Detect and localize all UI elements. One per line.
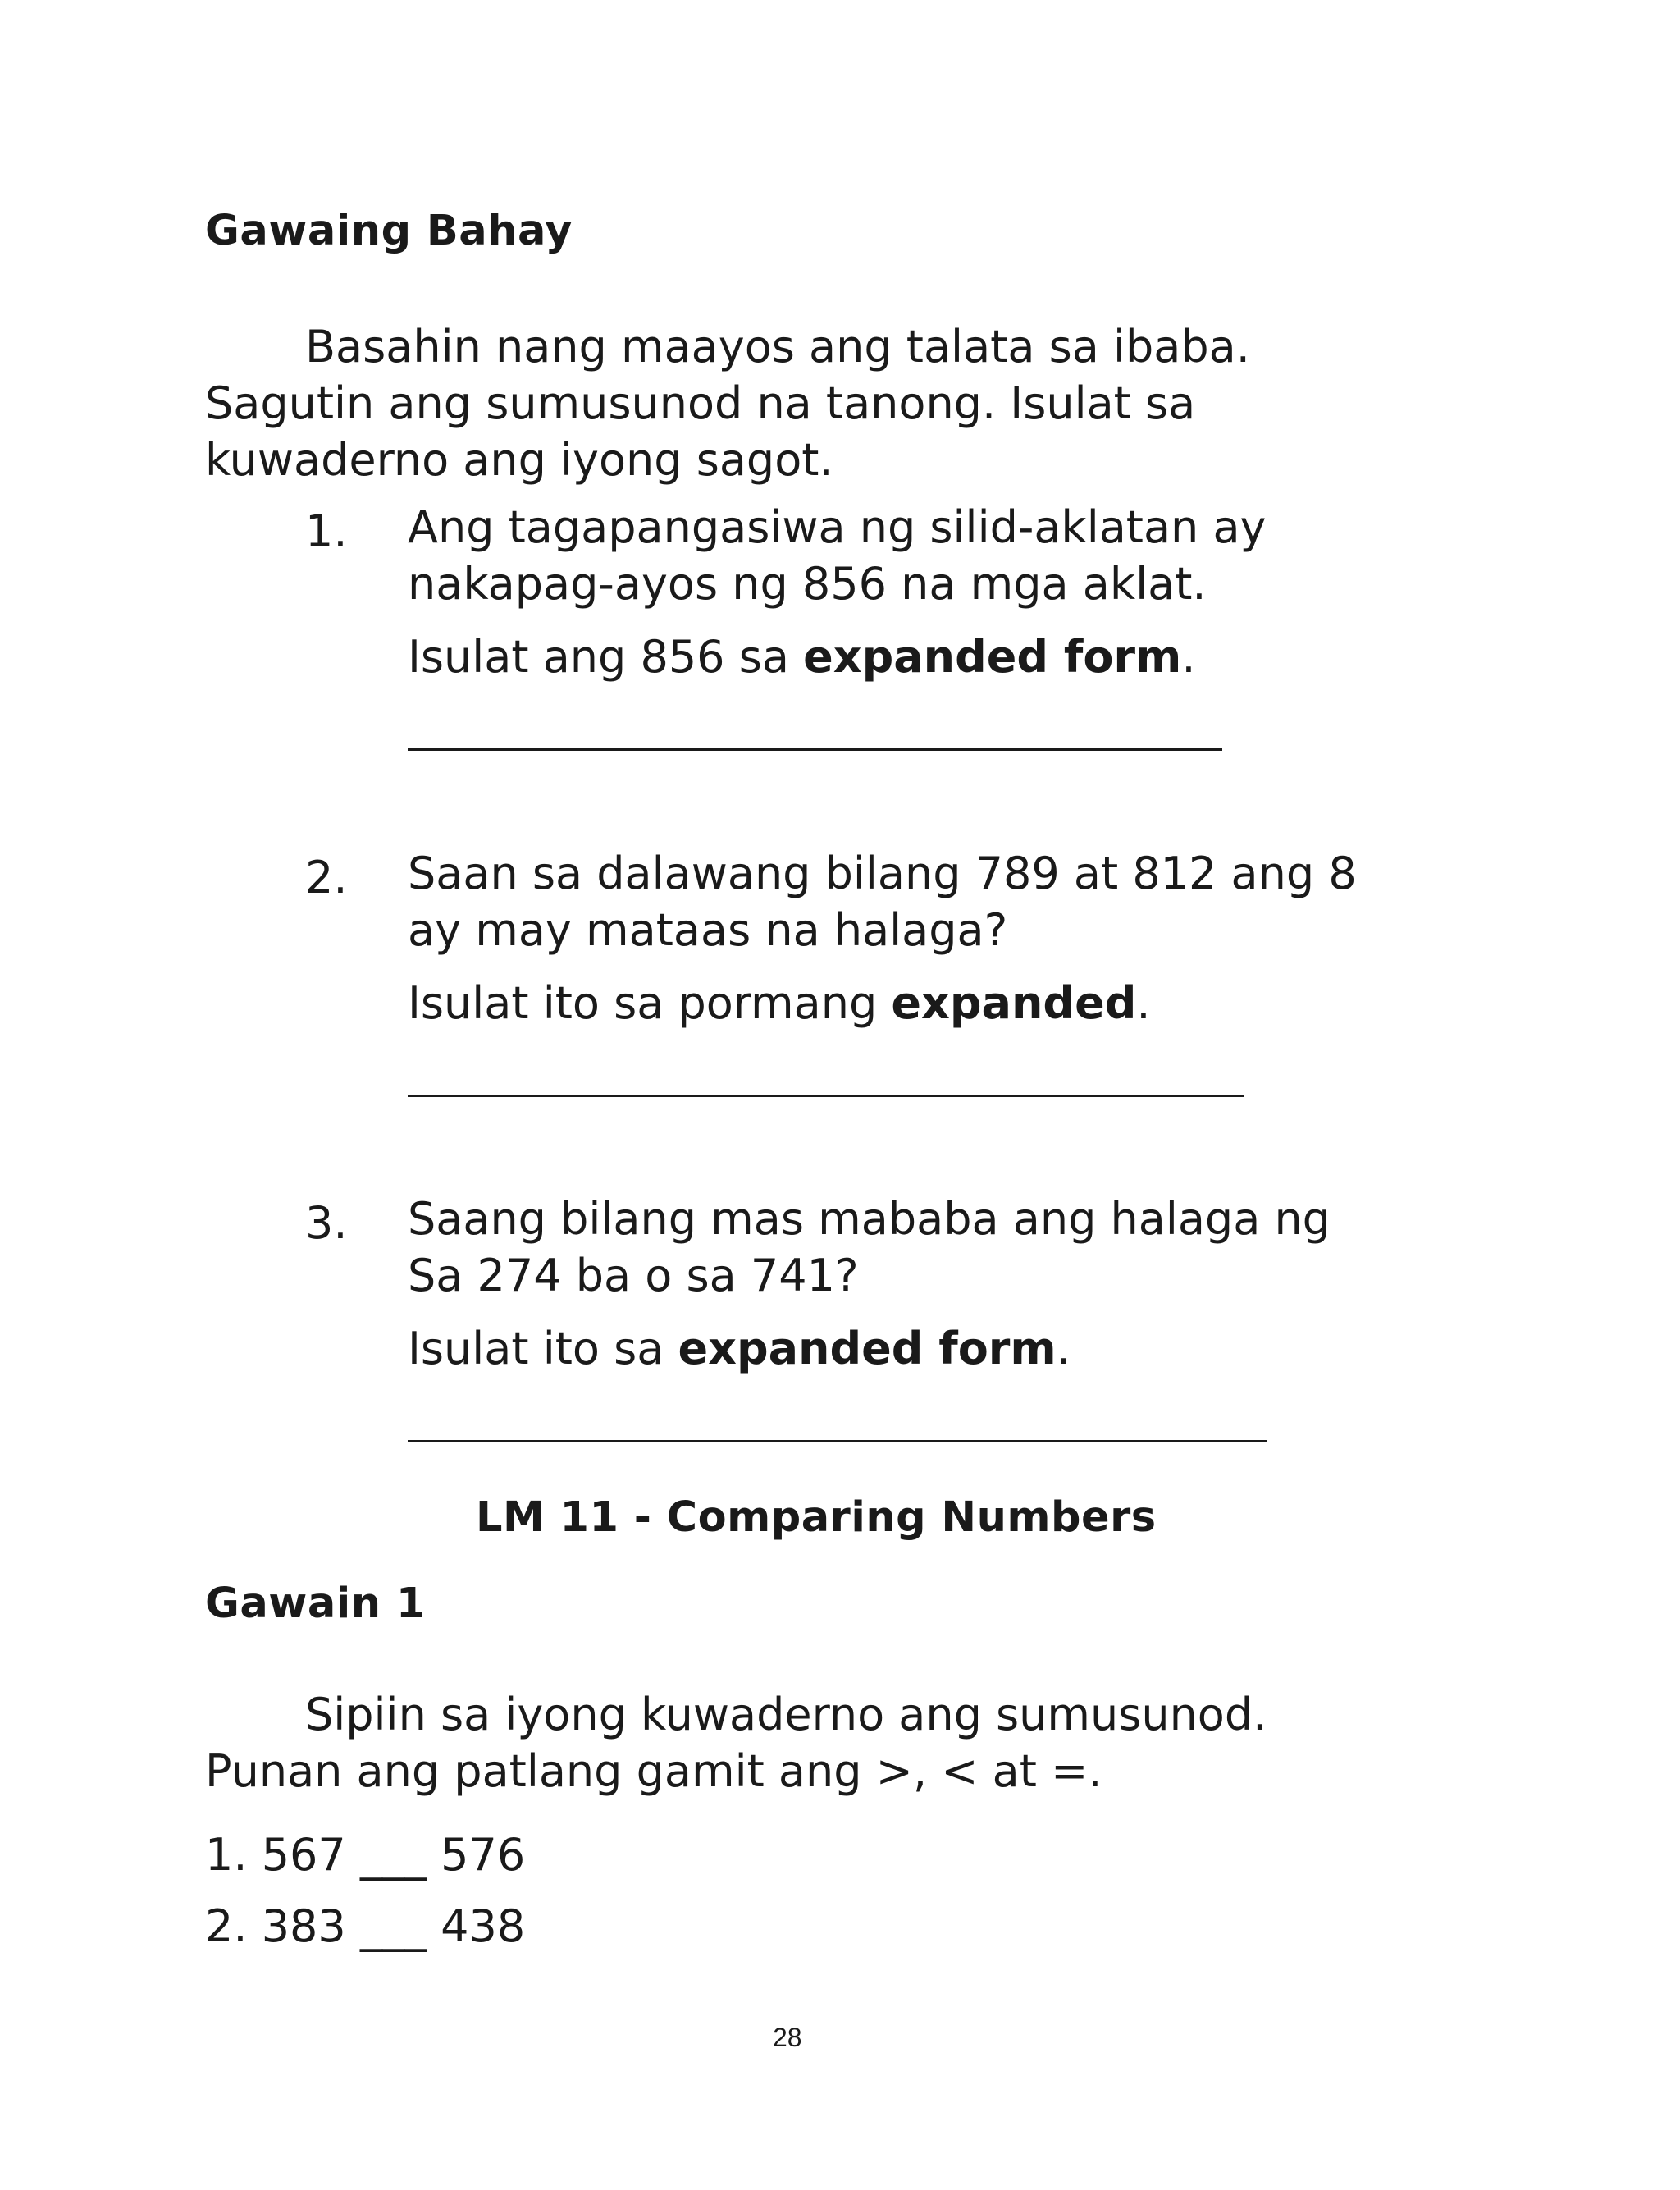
section-title-gawain-1: Gawain 1 — [205, 1580, 426, 1628]
item-2-number: 2. — [305, 852, 348, 903]
item-2-instruction-text: Isulat ito sa pormang — [408, 977, 892, 1029]
item-1-number: 1. — [305, 505, 348, 557]
item-1-instruction-end: . — [1181, 631, 1196, 683]
answer-line-1[interactable] — [408, 748, 1222, 751]
intro-line-3: kuwaderno ang iyong sagot. — [205, 434, 833, 486]
comparison-left-value: 383 — [261, 1900, 346, 1952]
lesson-heading: LM 11 - Comparing Numbers — [476, 1493, 1157, 1542]
comparison-item — [205, 1827, 525, 1883]
item-3-instruction-end: . — [1056, 1323, 1071, 1374]
comparison-left-value: 567 — [261, 1829, 346, 1881]
comparison-item-number: 2. — [205, 1900, 248, 1952]
comparison-blank[interactable]: ___ — [359, 1829, 427, 1881]
item-1-instruction-bold: expanded form — [803, 631, 1182, 683]
gawain-intro-line-1: Sipiin sa iyong kuwaderno ang sumusunod. — [305, 1689, 1267, 1740]
item-3-instruction-bold: expanded form — [678, 1323, 1057, 1374]
gawain-intro-line-2: Punan ang patlang gamit ang >, < at =. — [205, 1745, 1102, 1797]
item-2-instruction-bold: expanded — [891, 977, 1137, 1029]
item-3-instruction — [408, 1320, 1071, 1377]
item-2-line-2: ay may mataas na halaga? — [408, 904, 1008, 956]
comparison-item-number: 1. — [205, 1829, 248, 1881]
item-1-instruction — [408, 629, 1196, 685]
comparison-item — [205, 1898, 525, 1955]
comparison-blank[interactable]: ___ — [359, 1900, 427, 1952]
comparison-right-value: 438 — [441, 1900, 526, 1952]
item-1-instruction-text: Isulat ang 856 sa — [408, 631, 804, 683]
page-number: 28 — [773, 2023, 802, 2052]
item-1-line-2: nakapag-ayos ng 856 na mga aklat. — [408, 558, 1207, 610]
section-title-gawaing-bahay: Gawaing Bahay — [205, 207, 573, 255]
item-2-instruction — [408, 975, 1151, 1031]
answer-line-2[interactable] — [408, 1095, 1244, 1097]
item-2-instruction-end: . — [1136, 977, 1151, 1029]
item-3-instruction-text: Isulat ito sa — [408, 1323, 678, 1374]
intro-line-1: Basahin nang maayos ang talata sa ibaba. — [305, 321, 1250, 373]
item-3-line-2: Sa 274 ba o sa 741? — [408, 1250, 859, 1301]
item-3-number: 3. — [305, 1197, 348, 1249]
item-2-line-1: Saan sa dalawang bilang 789 at 812 ang 8 — [408, 848, 1357, 899]
comparison-right-value: 576 — [441, 1829, 526, 1881]
item-3-line-1: Saang bilang mas mababa ang halaga ng — [408, 1193, 1331, 1245]
intro-line-2: Sagutin ang sumusunod na tanong. Isulat sa — [205, 377, 1196, 429]
answer-line-3[interactable] — [408, 1440, 1267, 1442]
item-1-line-1: Ang tagapangasiwa ng silid-aklatan ay — [408, 501, 1267, 553]
